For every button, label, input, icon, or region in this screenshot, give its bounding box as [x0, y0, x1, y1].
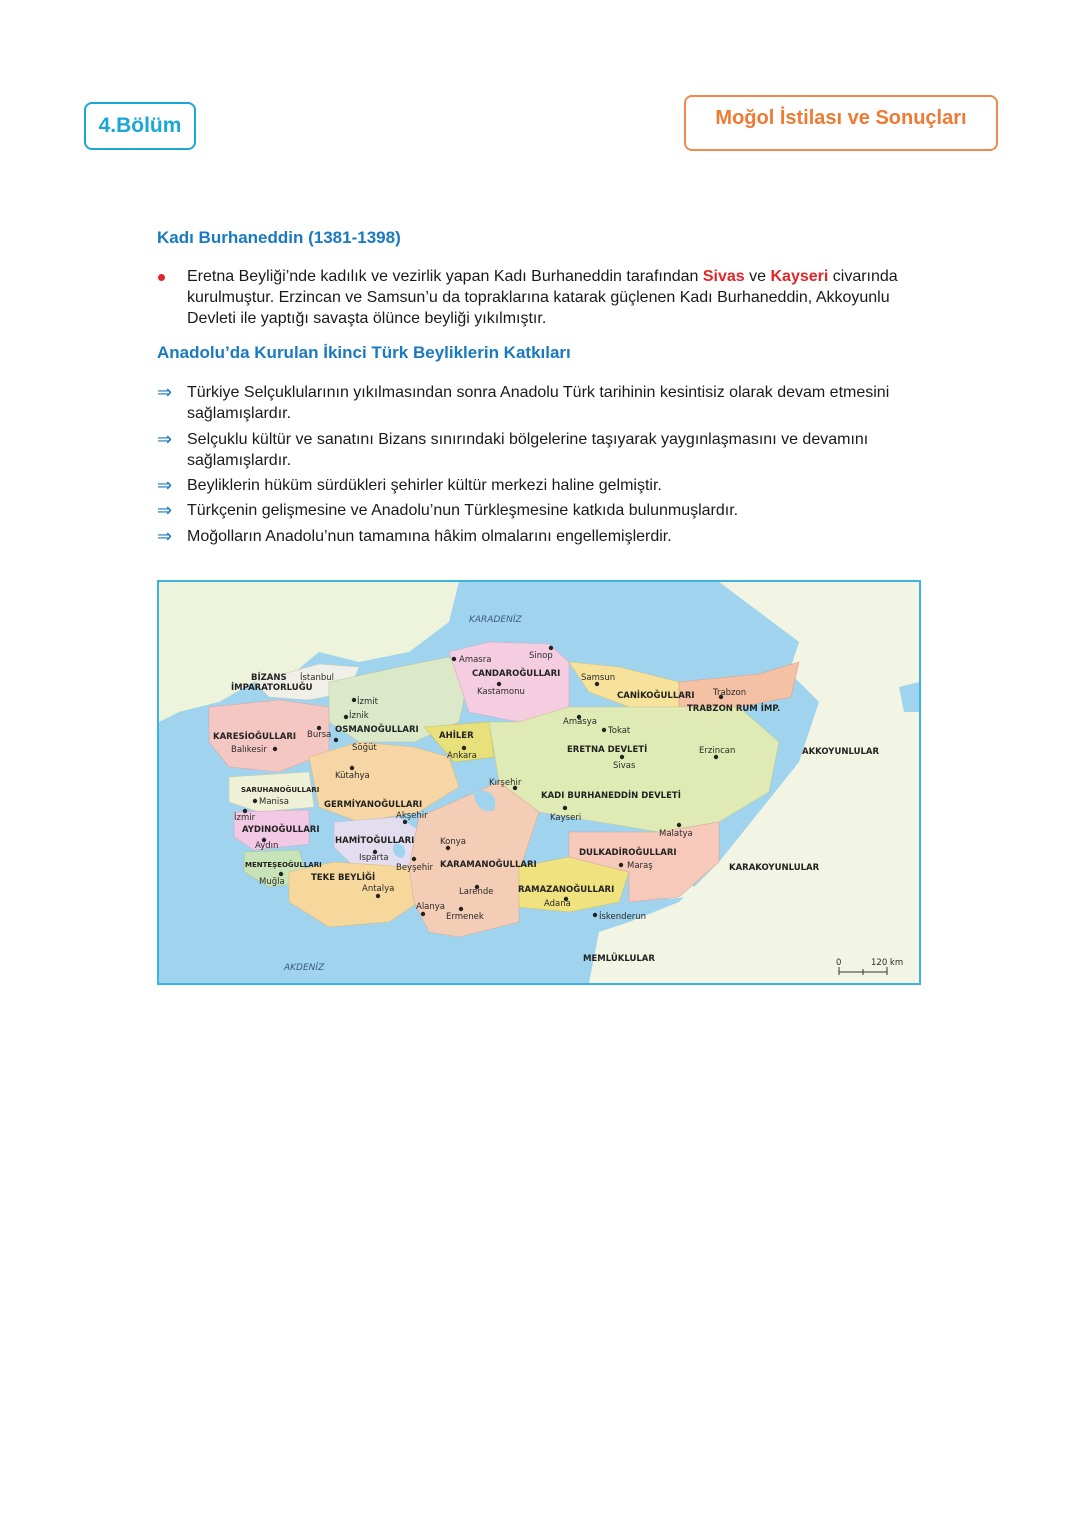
city-label: Kütahya [335, 771, 370, 781]
list-item: ⇒ Moğolların Anadolu’nun tamamına hâkim olmalarını engellemişlerdir. [157, 526, 672, 546]
city-label: Akşehir [396, 811, 428, 821]
city-label: Trabzon [713, 688, 747, 698]
city-label: Muğla [259, 877, 285, 887]
region-label: DULKADİROĞULLARI [579, 848, 677, 858]
city-label: Tokat [608, 726, 631, 736]
city-label: İstanbul [300, 673, 335, 683]
topic-title: Moğol İstilası ve Sonuçları [684, 95, 998, 151]
city-label: Amasra [459, 655, 492, 665]
region-label: BİZANS [251, 673, 287, 683]
city-label: İznik [349, 711, 369, 721]
region-label: KARESİOĞULLARI [213, 732, 297, 742]
arrow-right-icon: ⇒ [157, 526, 173, 546]
svg-text:0: 0 [836, 958, 842, 968]
sea-label: KARADENİZ [469, 615, 522, 625]
city-label: Samsun [581, 673, 616, 683]
region-label: AYDINOĞULLARI [242, 825, 320, 835]
paragraph-text: Eretna Beyliği’nde kadılık ve vezirlik yapan Kadı Burhaneddin tarafından Sivas ve Kayseri civarında kurulmuştur. Erzincan ve Samsun’u da topraklarına katarak güçlenen Kadı Burhaneddin, Akkoyunlu Devleti ile yaptığı savaşta ölünce beyliği yıkılmıştır. [187, 268, 898, 327]
city-label: Ankara [447, 751, 477, 761]
region-label: SARUHANOĞULLARI [241, 786, 320, 794]
region-label: CANDAROĞULLARI [472, 669, 561, 679]
region-label: TEKE BEYLİĞİ [311, 873, 376, 883]
city-label: Kırşehir [489, 778, 522, 788]
city-label: Sivas [613, 761, 636, 771]
region-label: KARAKOYUNLULAR [729, 863, 820, 873]
svg-text:120 km: 120 km [871, 958, 904, 968]
city-label: Kayseri [550, 813, 582, 823]
city-label: Konya [440, 837, 466, 847]
region-label: HAMİTOĞULLARI [335, 836, 415, 846]
city-label: Ermenek [446, 912, 484, 922]
city-label: Söğüt [352, 743, 377, 753]
arrow-right-icon: ⇒ [157, 382, 173, 402]
city-label: Maraş [627, 861, 653, 871]
city-label: Adana [544, 899, 571, 909]
anatolia-beyliks-map [157, 580, 921, 985]
region-label: MEMLÜKLULAR [583, 954, 655, 964]
city-label: Amasya [563, 717, 597, 727]
list-item: ⇒ Selçuklu kültür ve sanatını Bizans sınırındaki bölgelerine taşıyarak yaygınlaşmasını ve devamını sağlamışlardır. [157, 429, 869, 469]
region-label: CANİKOĞULLARI [617, 691, 695, 701]
city-label: İskenderun [599, 912, 647, 922]
city-label: Erzincan [699, 746, 736, 756]
city-label: Larende [459, 887, 494, 897]
region-label: RAMAZANOĞULLARI [518, 885, 615, 895]
region-label: KARAMANOĞULLARI [440, 860, 537, 870]
arrow-right-icon: ⇒ [157, 475, 173, 495]
city-label: Antalya [362, 884, 395, 894]
city-label: Sinop [529, 651, 553, 661]
region-label: GERMİYANOĞULLARI [324, 800, 423, 810]
city-label: İzmit [357, 697, 378, 707]
city-label: Kastamonu [477, 687, 525, 697]
chapter-label: 4.Bölüm [84, 102, 196, 150]
arrow-right-icon: ⇒ [157, 500, 173, 520]
region-label: ERETNA DEVLETİ [567, 745, 648, 755]
list-item: ⇒ Türkçenin gelişmesine ve Anadolu’nun Türkleşmesine katkıda bulunmuşlardır. [157, 500, 739, 520]
city-sivas-highlight: Sivas [702, 268, 745, 285]
city-label: Beyşehir [396, 863, 433, 873]
region-label: OSMANOĞULLARI [335, 725, 419, 735]
city-label: Manisa [259, 797, 289, 807]
city-kayseri-highlight: Kayseri [770, 268, 829, 285]
bullet-icon [157, 266, 187, 329]
arrow-right-icon: ⇒ [157, 429, 173, 449]
contributions-heading: Anadolu’da Kurulan İkinci Türk Beyliklerin Katkıları [157, 343, 571, 362]
region-label: İMPARATORLUĞU [231, 683, 313, 693]
region-label: MENTEŞEOĞULLARI [245, 861, 322, 869]
region-label: AKKOYUNLULAR [802, 747, 880, 757]
sea-label: AKDENİZ [284, 963, 325, 973]
city-label: Isparta [359, 853, 389, 863]
kadi-burhaneddin-heading: Kadı Burhaneddin (1381-1398) [157, 228, 401, 247]
region-trabzon [679, 662, 799, 707]
city-label: Aydın [255, 841, 279, 851]
city-label: Malatya [659, 829, 693, 839]
city-label: Balıkesir [231, 745, 267, 755]
kadi-burhaneddin-paragraph [157, 266, 937, 329]
city-label: İzmir [234, 813, 256, 823]
list-item: ⇒ Türkiye Selçuklularının yıkılmasından sonra Anadolu Türk tarihinin kesintisiz olarak devam etmesini sağlamışlardır. [157, 382, 890, 422]
list-item: ⇒ Beyliklerin hüküm sürdükleri şehirler kültür merkezi haline gelmiştir. [157, 475, 662, 495]
city-label: Alanya [416, 902, 446, 912]
region-label: AHİLER [439, 731, 474, 741]
region-label: KADI BURHANEDDİN DEVLETİ [541, 791, 681, 801]
city-label: Bursa [307, 730, 332, 740]
region-label: TRABZON RUM İMP. [687, 704, 781, 714]
